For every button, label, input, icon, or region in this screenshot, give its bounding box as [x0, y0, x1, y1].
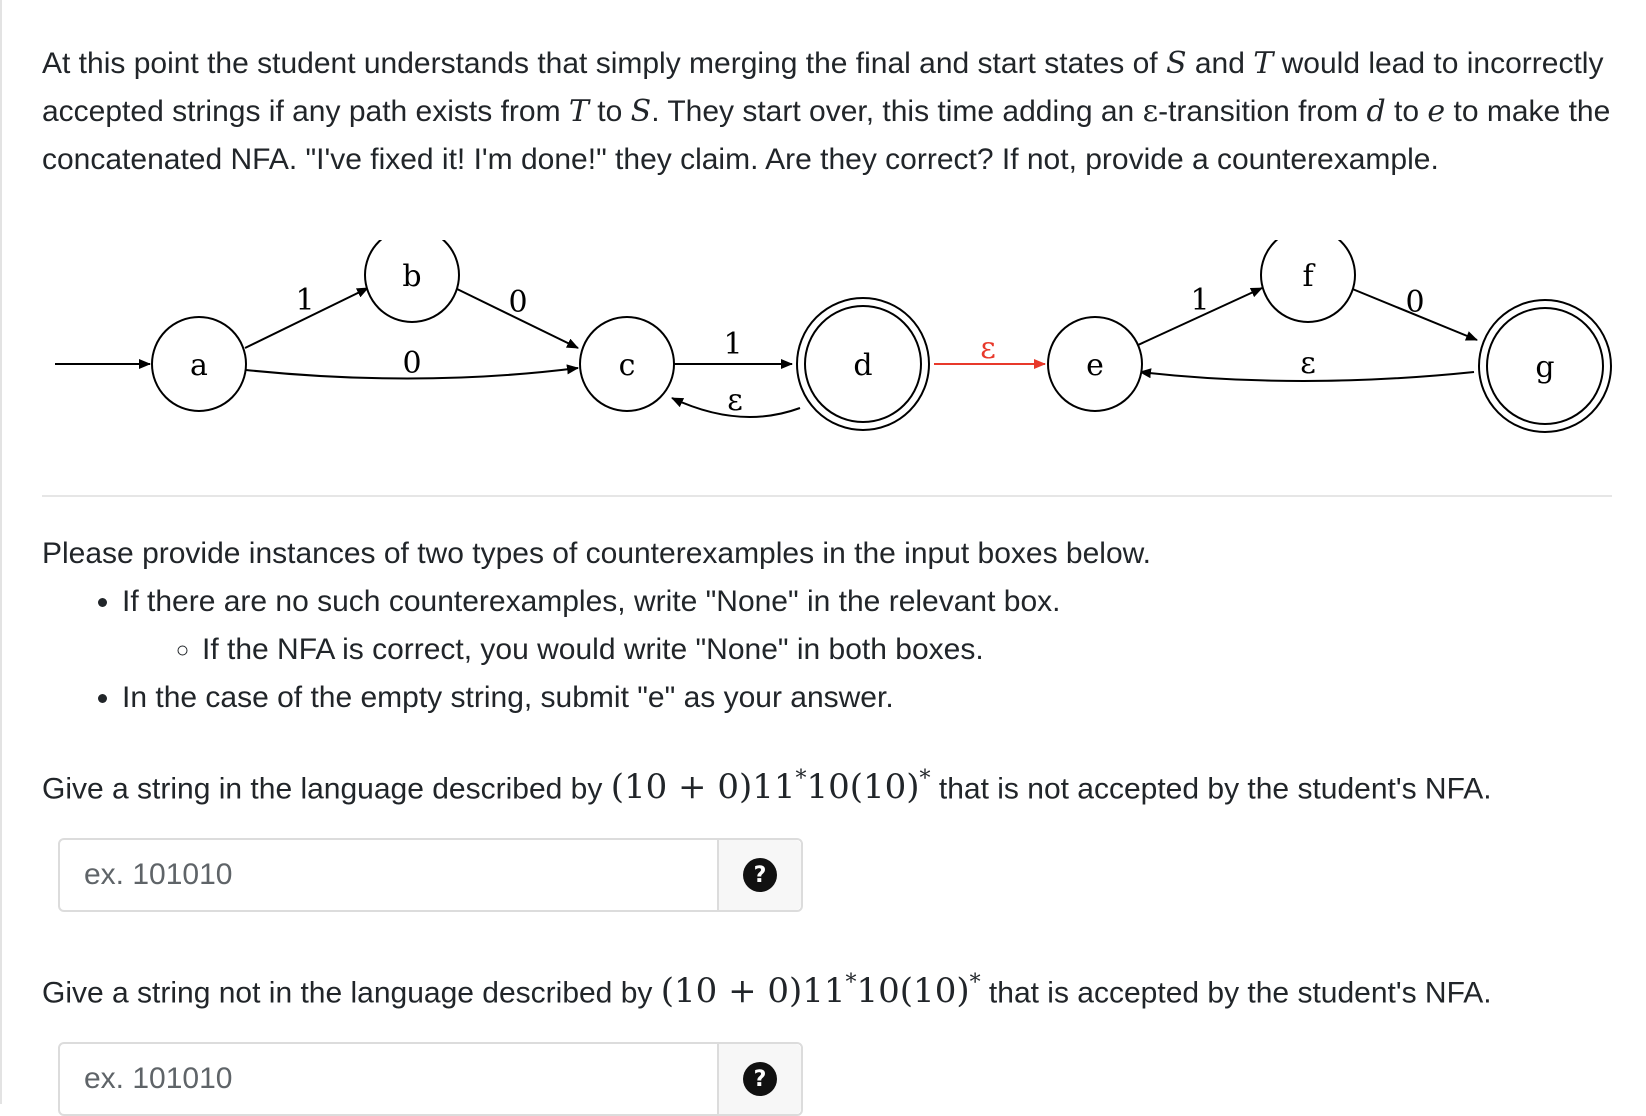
regex-expression — [611, 767, 931, 807]
regex-star: * — [795, 767, 807, 792]
edge-label-f-g: 0 — [1405, 285, 1425, 320]
edge-label-a-b: 1 — [295, 283, 315, 318]
instruction-text: If there are no such counterexamples, write "None" in the relevant box. — [122, 585, 1061, 618]
regex-expression — [661, 971, 981, 1011]
instructions-sublist — [122, 626, 1151, 674]
state-label-c: c — [618, 348, 636, 383]
question-1-text: that is not accepted by the student's NFA. — [930, 772, 1492, 806]
intro-text: At this point the student understands that simply merging the final and start states of — [42, 47, 1166, 80]
instructions — [42, 530, 1151, 722]
edge-label-g-e: ε — [1300, 346, 1316, 381]
state-label-b: b — [402, 259, 422, 294]
regex-part: (10 + 0)11 — [660, 971, 846, 1012]
regex-star: * — [969, 971, 981, 996]
edge-label-d-c: ε — [727, 383, 743, 418]
math-T: T — [1253, 46, 1274, 81]
state-label-a: a — [190, 348, 208, 383]
answer-2-input-group — [58, 1042, 803, 1116]
intro-text: -transition from — [1158, 95, 1367, 128]
instruction-subitem: ◦ If the NFA is correct, you would write "None" in both boxes. — [202, 626, 1151, 674]
math-T: T — [568, 94, 589, 129]
answer-1-help-addon[interactable] — [717, 840, 801, 910]
page-left-border — [0, 0, 2, 1104]
instructions-list — [42, 578, 1151, 722]
state-label-g: g — [1535, 350, 1555, 385]
intro-text: to — [588, 95, 631, 128]
state-label-f: f — [1302, 259, 1314, 294]
question-1-text: Give a string in the language described by — [42, 772, 611, 806]
question-2-prompt — [42, 962, 1492, 1015]
state-label-e: e — [1086, 348, 1104, 383]
answer-1-input-group — [58, 838, 803, 912]
regex-part: 10(10) — [856, 971, 970, 1012]
section-divider — [42, 495, 1612, 497]
question-2-text: Give a string not in the language described by — [42, 976, 661, 1010]
intro-text: to — [1385, 95, 1428, 128]
question-intro — [42, 40, 1612, 184]
math-e: e — [1427, 94, 1446, 129]
edge-label-d-e: ε — [980, 331, 996, 366]
nfa-diagram — [0, 240, 1646, 460]
intro-paragraph — [42, 40, 1612, 184]
math-S: S — [630, 94, 652, 129]
help-icon[interactable]: ? — [743, 858, 777, 892]
intro-text: . They start over, this time adding an — [651, 95, 1143, 128]
intro-text: to make the concatenated NFA. "I've fixed it! I'm done!" they claim. Are they correct? If not, provide a counterexample. — [42, 95, 1611, 176]
intro-text: and — [1186, 47, 1254, 80]
question-2-text: that is accepted by the student's NFA. — [980, 976, 1492, 1010]
regex-part: (10 + 0)11 — [610, 767, 796, 808]
regex-star: * — [919, 767, 931, 792]
edge-label-a-c: 0 — [402, 346, 422, 381]
instruction-item: • In the case of the empty string, submit "e" as your answer. — [122, 674, 1151, 722]
help-icon[interactable]: ? — [743, 1062, 777, 1096]
question-1-prompt — [42, 758, 1492, 811]
edge-label-b-c: 0 — [508, 285, 528, 320]
instructions-lead: Please provide instances of two types of counterexamples in the input boxes below. — [42, 537, 1151, 570]
instruction-item — [122, 578, 1151, 674]
edge-label-c-d: 1 — [723, 327, 743, 362]
answer-1-input[interactable] — [60, 840, 717, 910]
regex-star: * — [845, 971, 857, 996]
regex-part: 10(10) — [806, 767, 920, 808]
edge-label-e-f: 1 — [1190, 283, 1210, 318]
state-label-d: d — [853, 348, 873, 383]
math-S: S — [1165, 46, 1187, 81]
math-d: d — [1366, 94, 1386, 129]
math-epsilon: ε — [1142, 94, 1159, 129]
intro-text: would lead to incorrectly accepted strings if any path exists from — [42, 47, 1604, 128]
